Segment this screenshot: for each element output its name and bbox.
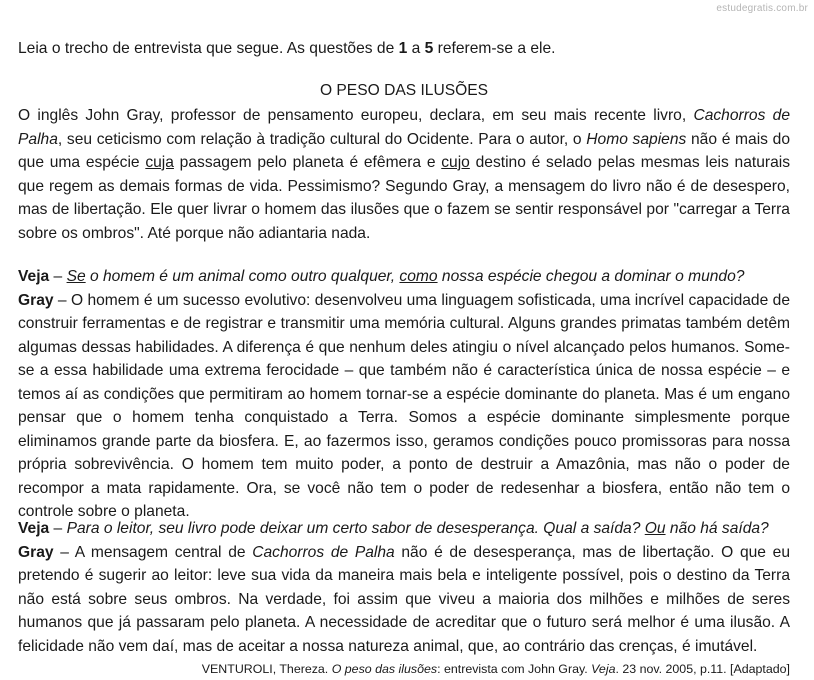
text-run: passagem pelo planeta é efêmera e [173,154,442,171]
question-text [67,268,745,285]
reference-text: : entrevista com John Gray. [437,662,592,676]
speaker-label: Veja [18,520,50,537]
text-run: Para o leitor, seu livro pode deixar um certo sabor de desesperança. Qual a saída? [66,520,645,537]
text-run: o homem é um animal como outro qualquer, [85,268,400,285]
underlined-word: como [399,268,438,285]
text-run: O inglês John Gray, professor de pensamento europeu, declara, em seu mais recente livro, [18,107,694,124]
underlined-word: Ou [644,520,666,537]
interview-answer-1 [18,289,790,524]
article-title: O PESO DAS ILUSÕES [319,82,489,99]
interview-question-2 [18,517,790,541]
underlined-word: Se [66,268,86,285]
text-run: não há saída? [665,520,769,537]
speaker-label: Gray [18,543,54,561]
source-reference [18,661,790,677]
text-run: não é mais do que uma espécie [18,130,790,171]
interview-exchange-2 [18,517,790,658]
reference-details: . 23 nov. 2005, p.11. [Adaptado] [615,662,790,676]
reference-title: O peso das ilusões [331,662,438,676]
intro-paragraph [18,104,790,245]
text-run: nossa espécie chegou a dominar o mundo? [437,268,745,285]
question-number-end: 5 [424,40,434,57]
answer-text: não é de desesperança, mas de libertação. O que eu pretendo é sugerir ao leitor: leve sua vida da maneira mais bela e inteligente possível, pois o destino da Terra não está sobre seus ombros. Na verdade, foi assim que viveu a maioria dos milhões e milhões de seres humanos que já passaram pelo planeta. A necessidade de acreditar que o futuro será melhor é uma ilusão. A felicidade não vem daí, mas de aceitar a nossa natureza animal, que, ao contrário das crenças, é imutável. [18,543,790,655]
interview-answer-2 [18,541,790,659]
intro-text-end: referem-se a ele. [433,40,556,57]
intro-text-mid: a [407,40,425,57]
question-number-start: 1 [398,40,408,57]
underlined-word: cuja [145,154,174,171]
book-title: Cachorros de Palha [252,543,395,561]
reference-magazine: Veja [591,662,616,676]
text-run: – A mensagem central de [53,543,253,561]
intro-instruction [18,37,790,61]
reference-author: VENTUROLI, Thereza. [201,662,332,676]
speaker-label: Veja [18,268,50,285]
site-watermark: estudegratis.com.br [716,3,808,14]
text-run: , seu ceticismo com relação à tradição cultural do Ocidente. Para o autor, o [57,130,587,148]
dash: – [49,268,67,285]
species-name: Homo sapiens [586,130,687,148]
speaker-label: Gray [18,291,54,309]
answer-text: – O homem é um sucesso evolutivo: desenvolveu uma linguagem sofisticada, uma incrível capacidade de construir ferramentas e de registrar e transmitir uma memória cultural. Alguns grandes primatas também detêm algumas dessas habilidades. A diferença é que nenhum deles atingiu o nível alcançado pelos humanos. Some-se a essa habilidade uma extrema ferocidade – que também não é característica única de nossa espécie – e temos aí as condições que permitiram ao homem tornar-se a espécie dominante do planeta. Mas é um engano pensar que o homem tenha conquistado a Terra. Somos a espécie dominante simplesmente porque eliminamos grande parte da biosfera. E, ao fazermos isso, geramos condições pouco promissoras para nossa própria sobrevivência. O homem tem muito poder, a ponto de destruir a Amazônia, mas não o poder de recompor a mata rapidamente. Ora, se você não tem o poder de redesenhar a biosfera, então não tem o controle sobre o planeta. [18,291,790,520]
underlined-word: cujo [441,154,470,171]
intro-text: Leia o trecho de entrevista que segue. As questões de [18,40,399,57]
text-run: destino é selado pelas mesmas leis naturais que regem as demais formas de vida. Pessimismo? Segundo Gray, a mensagem do livro não é de desespero, mas de libertação. Ele quer livrar o homem das ilusões que o fazem se sentir responsável por "carregar a Terra sobre os ombros". Até porque não adiantaria nada. [18,154,791,242]
dash: – [49,520,67,537]
interview-exchange-1 [18,265,790,524]
book-title: Cachorros de Palha [18,107,790,148]
question-text [67,520,769,537]
interview-question-1 [18,265,790,289]
